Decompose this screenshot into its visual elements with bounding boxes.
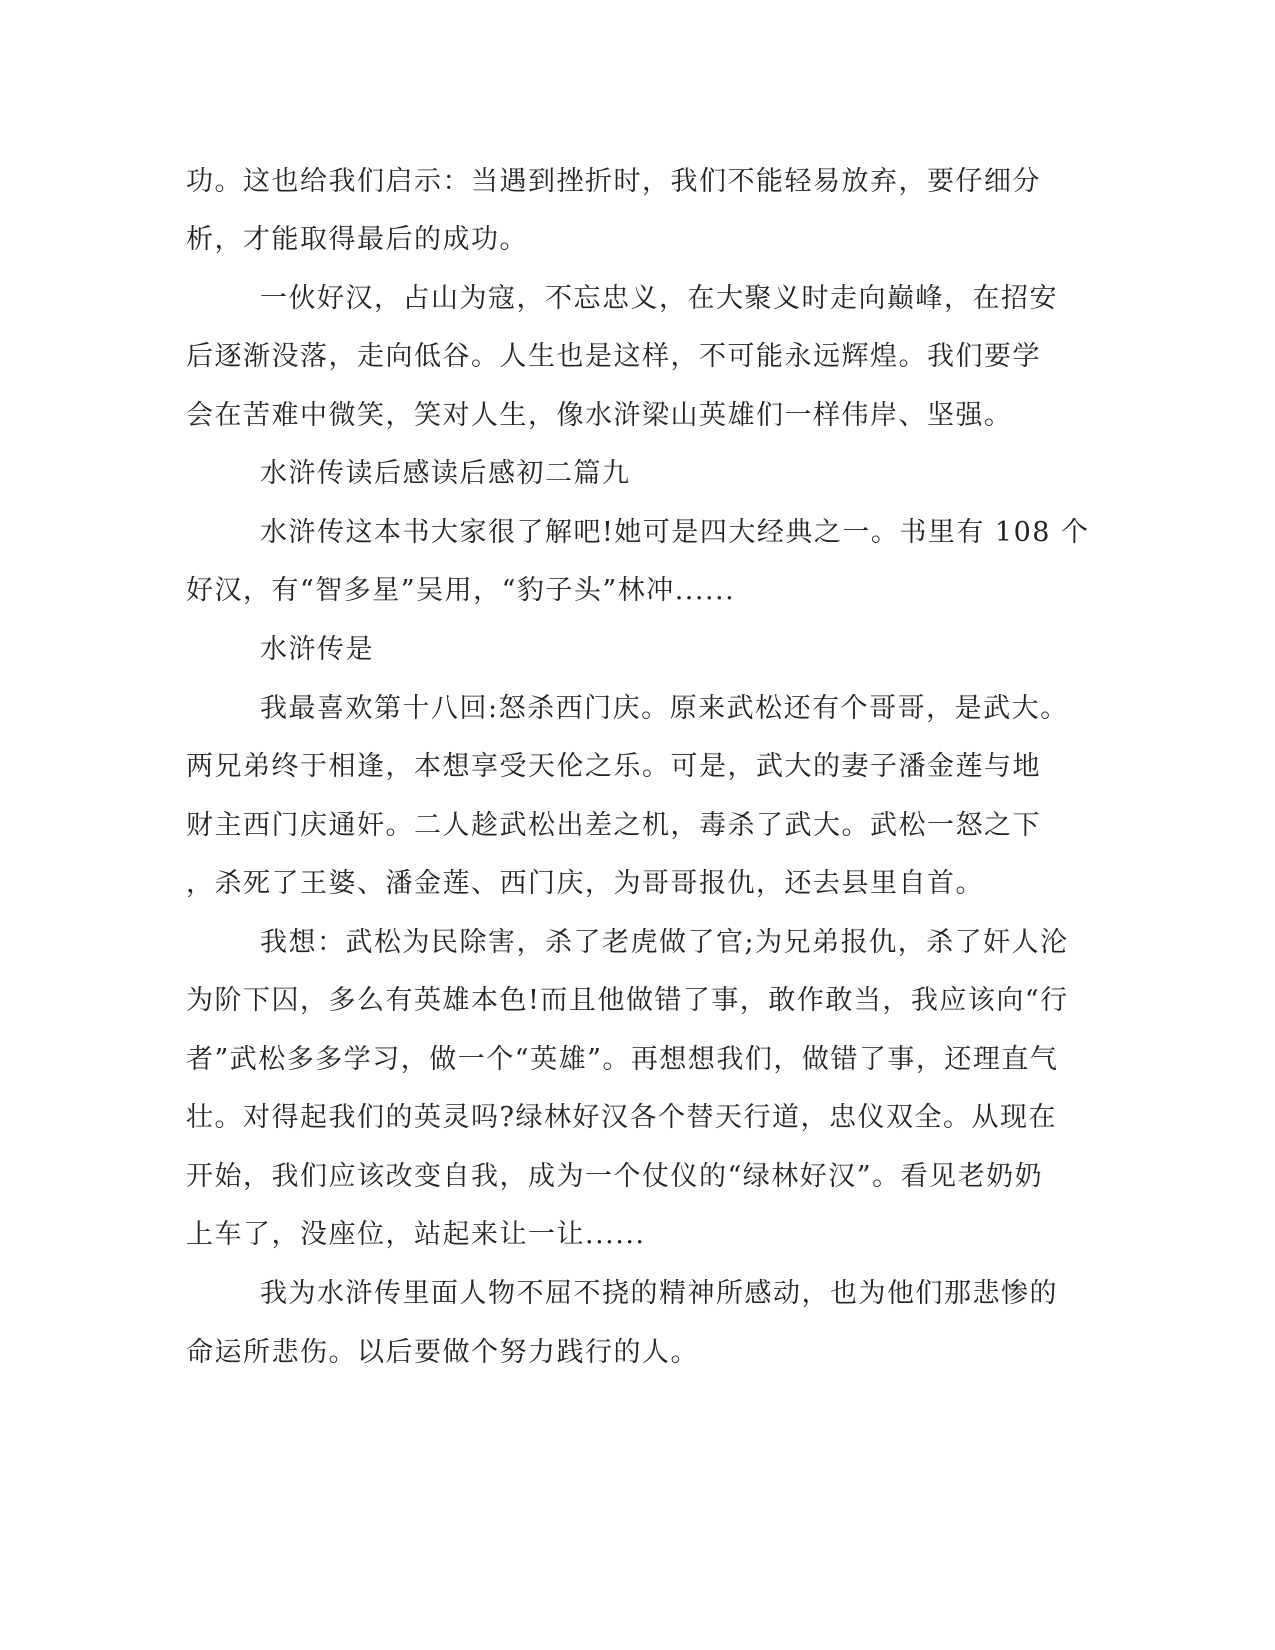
- section-heading: 水浒传读后感读后感初二篇九: [260, 458, 631, 489]
- text-line-8: 好汉，有“智多星”吴用，“豹子头”林冲......: [186, 575, 736, 606]
- text-line-16: 者”武松多多学习，做一个“英雄”。再想想我们，做错了事，还理直气: [186, 1044, 1059, 1075]
- paragraph-line-10: 我最喜欢第十八回:怒杀西门庆。原来武松还有个哥哥，是武大。: [260, 693, 1069, 724]
- text-line-11: 两兄弟终于相逢，本想享受天伦之乐。可是，武大的妻子潘金莲与地: [186, 751, 1041, 782]
- paragraph-line-3: 一伙好汉，占山为寇，不忘忠义，在大聚义时走向巅峰，在招安: [260, 283, 1058, 314]
- text-line-13: ，杀死了王婆、潘金莲、西门庆，为哥哥报仇，还去县里自首。: [186, 868, 984, 899]
- text-line-21: 命运所悲伤。以后要做个努力践行的人。: [186, 1337, 699, 1368]
- text-line-18: 开始，我们应该改变自我，成为一个仗仪的“绿林好汉”。看见老奶奶: [186, 1161, 1044, 1192]
- text-line-4: 后逐渐没落，走向低谷。人生也是这样，不可能永远辉煌。我们要学: [186, 341, 1041, 372]
- text-line-5: 会在苦难中微笑，笑对人生，像水浒梁山英雄们一样伟岸、坚强。: [186, 400, 1013, 431]
- text-line-15: 为阶下囚，多么有英雄本色!而且他做错了事，敢作敢当，我应该向“行: [186, 985, 1069, 1016]
- paragraph-line-14: 我想：武松为民除害，杀了老虎做了官;为兄弟报仇，杀了奸人沦: [260, 927, 1069, 958]
- paragraph-line-20: 我为水浒传里面人物不屈不挠的精神所感动，也为他们那悲惨的: [260, 1278, 1058, 1309]
- paragraph-line-7: 水浒传这本书大家很了解吧!她可是四大经典之一。书里有 108 个: [260, 517, 1090, 548]
- text-line-12: 财主西门庆通奸。二人趁武松出差之机，毒杀了武大。武松一怒之下: [186, 810, 1041, 841]
- text-line-1: 功。这也给我们启示：当遇到挫折时，我们不能轻易放弃，要仔细分: [186, 166, 1041, 197]
- text-line-17: 壮。对得起我们的英灵吗?绿林好汉各个替天行道，忠仪双全。从现在: [186, 1102, 1057, 1133]
- text-line-2: 析，才能取得最后的成功。: [186, 224, 528, 255]
- text-line-19: 上车了，没座位，站起来让一让......: [186, 1219, 646, 1250]
- paragraph-line-9: 水浒传是: [260, 634, 374, 665]
